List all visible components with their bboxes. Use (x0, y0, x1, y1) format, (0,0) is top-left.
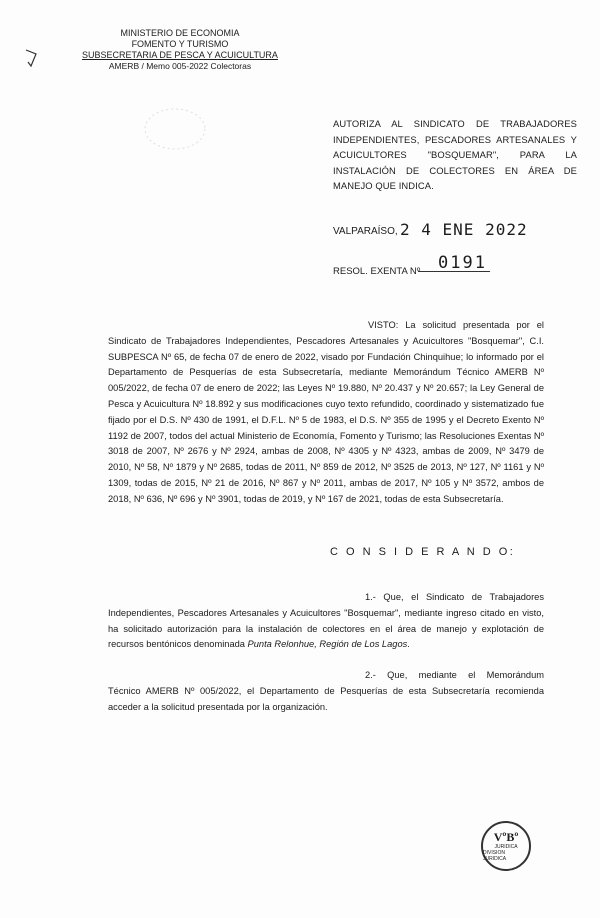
memo-reference: AMERB / Memo 005-2022 Colectoras (108, 61, 252, 71)
subsecretaria-name: SUBSECRETARIA DE PESCA Y ACUICULTURA (82, 50, 278, 60)
ministry-subtitle: FOMENTO Y TURISMO (131, 39, 229, 49)
document-title: AUTORIZA AL SINDICATO DE TRABAJADORES INDEPENDIENTES, PESCADORES ARTESANALES Y ACUICULTORES "BOSQUEMAR", PARA LA INSTALACIÓN DE COLECTORES EN ÁREA DE MANEJO QUE INDICA. (333, 118, 577, 191)
resolution-label: RESOL. EXENTA Nº (333, 266, 421, 277)
date-stamp: 2 4 ENE 2022 (400, 220, 528, 239)
faded-stamp (140, 104, 210, 154)
stamp-line-2: DIVISION JURIDICA (483, 849, 507, 862)
considerando-paragraph-2: 2.- Que, mediante el Memorándum Técnico AMERB Nº 005/2022, el Departamento de Pesquerías de esta Subsecretaría recomienda acceder a la solicitud presentada por la organización. (108, 670, 544, 712)
p1-text: 1.- Que, el Sindicato de Trabajadores Independientes, Pescadores Artesanales y Acuicultores "Bosquemar", mediante ingreso citado en visto, ha solicitado autorización para la instalación de colectores en el área de manejo y explotación de recursos bentónicos denominada (108, 592, 544, 650)
approval-stamp (481, 821, 531, 871)
area-name: Punta Relonhue, Región de Los Lagos (247, 639, 408, 650)
handwritten-mark (22, 46, 40, 70)
place-label: VALPARAÍSO, (333, 226, 398, 237)
resolution-underline (418, 271, 490, 272)
visto-paragraph: VISTO: La solicitud presentada por el Sindicato de Trabajadores Independientes, Pescadores Artesanales y Acuicultores "Bosquemar", C.I. SUBPESCA Nº 65, de fecha 07 de enero de 2022, visado por Fundación Chinquihue; lo informado por el Departamento de Pesquerías de esta Subsecretaría, mediante Memorándum Técnico AMERB Nº 005/2022, de fecha 07 de enero de 2022; las Leyes Nº 19.880, Nº 20.437 y Nº 20.657; la Ley General de Pesca y Acuicultura Nº 18.892 y sus modificaciones cuyo texto refundido, coordinado y sistematizado fue fijado por el D.S. Nº 430 de 1991, el D.F.L. Nº 5 de 1983, el D.S. Nº 355 de 1995 y el Decreto Exento Nº 1192 de 2007, todos del actual Ministerio de Economía, Fomento y Turismo; las Resoluciones Exentas Nº 3018 de 2007, Nº 2676 y Nº 2924, ambas de 2008, Nº 4305 y Nº 4323, ambas de 2009, Nº 3479 de 2010, Nº 58, Nº 1879 y Nº 2685, todas de 2011, Nº 859 de 2012, Nº 3525 de 2013, Nº 127, Nº 1161 y Nº 1309, todas de 2015, Nº 21 de 2016, Nº 867 y Nº 2011, ambas de 2017, Nº 105 y Nº 3572, ambos de 2018, Nº 636, Nº 696 y Nº 3901, todas de 2019, y Nº 167 de 2021, todas de esta Subsecretaría. (108, 320, 544, 504)
stamp-line-1: JURIDICA (494, 843, 518, 850)
considerando-heading: C O N S I D E R A N D O: (330, 546, 516, 558)
vb-mark: VºBº (493, 829, 519, 844)
ministry-name: MINISTERIO DE ECONOMIA (120, 28, 240, 38)
resolution-number: 0191 (438, 253, 487, 273)
considerando-paragraph-1 (108, 590, 544, 653)
letterhead (60, 28, 300, 72)
p1-end: . (407, 639, 410, 650)
